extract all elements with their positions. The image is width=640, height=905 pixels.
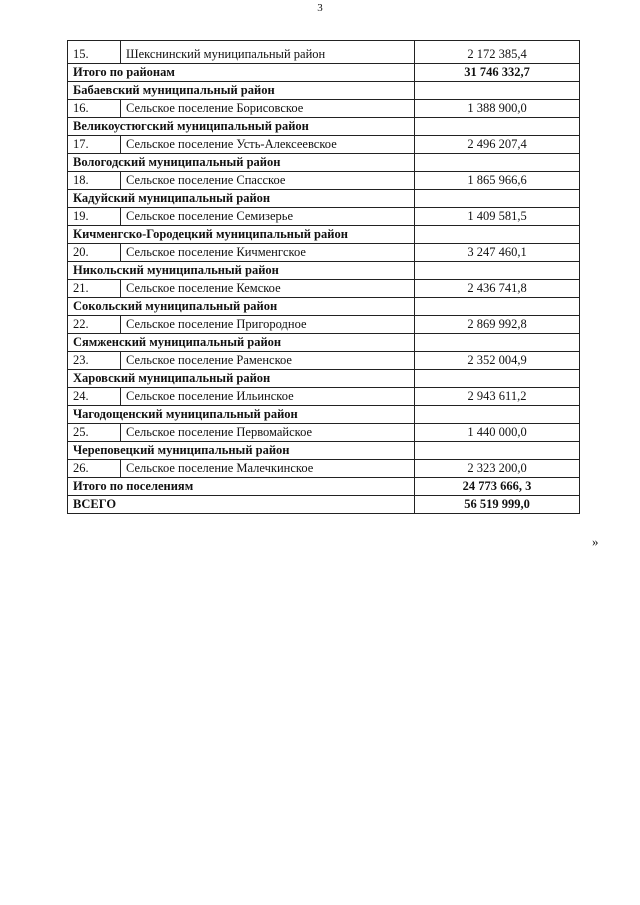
- row-number: 20.: [68, 244, 121, 262]
- row-name: Сельское поселение Семизерье: [121, 208, 415, 226]
- row-name: Сельское поселение Борисовское: [121, 100, 415, 118]
- grand-total-label: ВСЕГО: [68, 496, 415, 514]
- row-value: 2 172 385,4: [415, 41, 580, 64]
- district-empty-cell: [415, 334, 580, 352]
- district-header-row: [68, 370, 580, 388]
- row-value: 3 247 460,1: [415, 244, 580, 262]
- row-value: 1 409 581,5: [415, 208, 580, 226]
- settlement-row: [68, 424, 580, 442]
- row-name: Сельское поселение Кичменгское: [121, 244, 415, 262]
- row-number: 18.: [68, 172, 121, 190]
- district-empty-cell: [415, 262, 580, 280]
- row-value: 1 388 900,0: [415, 100, 580, 118]
- page-number: 3: [317, 2, 323, 14]
- settlement-row: [68, 208, 580, 226]
- grand-total-row: [68, 496, 580, 514]
- districts-total-value: 31 746 332,7: [415, 64, 580, 82]
- district-empty-cell: [415, 370, 580, 388]
- district-header-row: [68, 190, 580, 208]
- district-name: Кичменгско-Городецкий муниципальный район: [68, 226, 415, 244]
- district-name: Вологодский муниципальный район: [68, 154, 415, 172]
- district-header-row: [68, 262, 580, 280]
- district-name: Сямженский муниципальный район: [68, 334, 415, 352]
- settlement-row: [68, 352, 580, 370]
- closing-quote: »: [592, 534, 599, 549]
- districts-total-row: [68, 64, 580, 82]
- row-number: 23.: [68, 352, 121, 370]
- district-name: Кадуйский муниципальный район: [68, 190, 415, 208]
- row-value: 2 943 611,2: [415, 388, 580, 406]
- settlement-row: [68, 460, 580, 478]
- row-value: 2 496 207,4: [415, 136, 580, 154]
- district-empty-cell: [415, 118, 580, 136]
- row-value: 2 323 200,0: [415, 460, 580, 478]
- settlement-row: [68, 136, 580, 154]
- district-name: Бабаевский муниципальный район: [68, 82, 415, 100]
- district-header-row: [68, 442, 580, 460]
- row-number: 21.: [68, 280, 121, 298]
- district-name: Чагодощенский муниципальный район: [68, 406, 415, 424]
- settlement-row: [68, 244, 580, 262]
- district-empty-cell: [415, 190, 580, 208]
- row-value: 2 869 992,8: [415, 316, 580, 334]
- district-header-row: [68, 82, 580, 100]
- district-name: Харовский муниципальный район: [68, 370, 415, 388]
- row-number: 19.: [68, 208, 121, 226]
- settlements-total-value: 24 773 666, 3: [415, 478, 580, 496]
- row-name: Шекснинский муниципальный район: [121, 41, 415, 64]
- row-number: 24.: [68, 388, 121, 406]
- row-name: Сельское поселение Пригородное: [121, 316, 415, 334]
- settlement-row: [68, 280, 580, 298]
- district-name: Череповецкий муниципальный район: [68, 442, 415, 460]
- row-name: Сельское поселение Кемское: [121, 280, 415, 298]
- row-value: 2 352 004,9: [415, 352, 580, 370]
- settlement-row: [68, 316, 580, 334]
- district-header-row: [68, 406, 580, 424]
- settlement-row: [68, 100, 580, 118]
- district-empty-cell: [415, 298, 580, 316]
- settlements-total-label: Итого по поселениям: [68, 478, 415, 496]
- district-empty-cell: [415, 442, 580, 460]
- table-body: [68, 41, 580, 514]
- district-empty-cell: [415, 226, 580, 244]
- row-name: Сельское поселение Спасское: [121, 172, 415, 190]
- district-header-row: [68, 154, 580, 172]
- settlement-row: [68, 388, 580, 406]
- row-number: 16.: [68, 100, 121, 118]
- district-header-row: [68, 226, 580, 244]
- row-name: Сельское поселение Раменское: [121, 352, 415, 370]
- row-number: 25.: [68, 424, 121, 442]
- row-name: Сельское поселение Усть-Алексеевское: [121, 136, 415, 154]
- grand-total-value: 56 519 999,0: [415, 496, 580, 514]
- row-number: 26.: [68, 460, 121, 478]
- row-name: Сельское поселение Малечкинское: [121, 460, 415, 478]
- district-name: Сокольский муниципальный район: [68, 298, 415, 316]
- settlement-row: [68, 172, 580, 190]
- row-name: Сельское поселение Первомайское: [121, 424, 415, 442]
- settlements-total-row: [68, 478, 580, 496]
- district-empty-cell: [415, 406, 580, 424]
- district-header-row: [68, 118, 580, 136]
- district-header-row: [68, 334, 580, 352]
- row-value: 1 865 966,6: [415, 172, 580, 190]
- district-empty-cell: [415, 82, 580, 100]
- district-header-row: [68, 298, 580, 316]
- row-number: 22.: [68, 316, 121, 334]
- row-number: 15.: [68, 41, 121, 64]
- district-name: Великоустюгский муниципальный район: [68, 118, 415, 136]
- district-name: Никольский муниципальный район: [68, 262, 415, 280]
- district-empty-cell: [415, 154, 580, 172]
- allocation-table: [67, 40, 580, 514]
- table-row: [68, 41, 580, 64]
- districts-total-label: Итого по районам: [68, 64, 415, 82]
- row-name: Сельское поселение Ильинское: [121, 388, 415, 406]
- row-number: 17.: [68, 136, 121, 154]
- row-value: 2 436 741,8: [415, 280, 580, 298]
- row-value: 1 440 000,0: [415, 424, 580, 442]
